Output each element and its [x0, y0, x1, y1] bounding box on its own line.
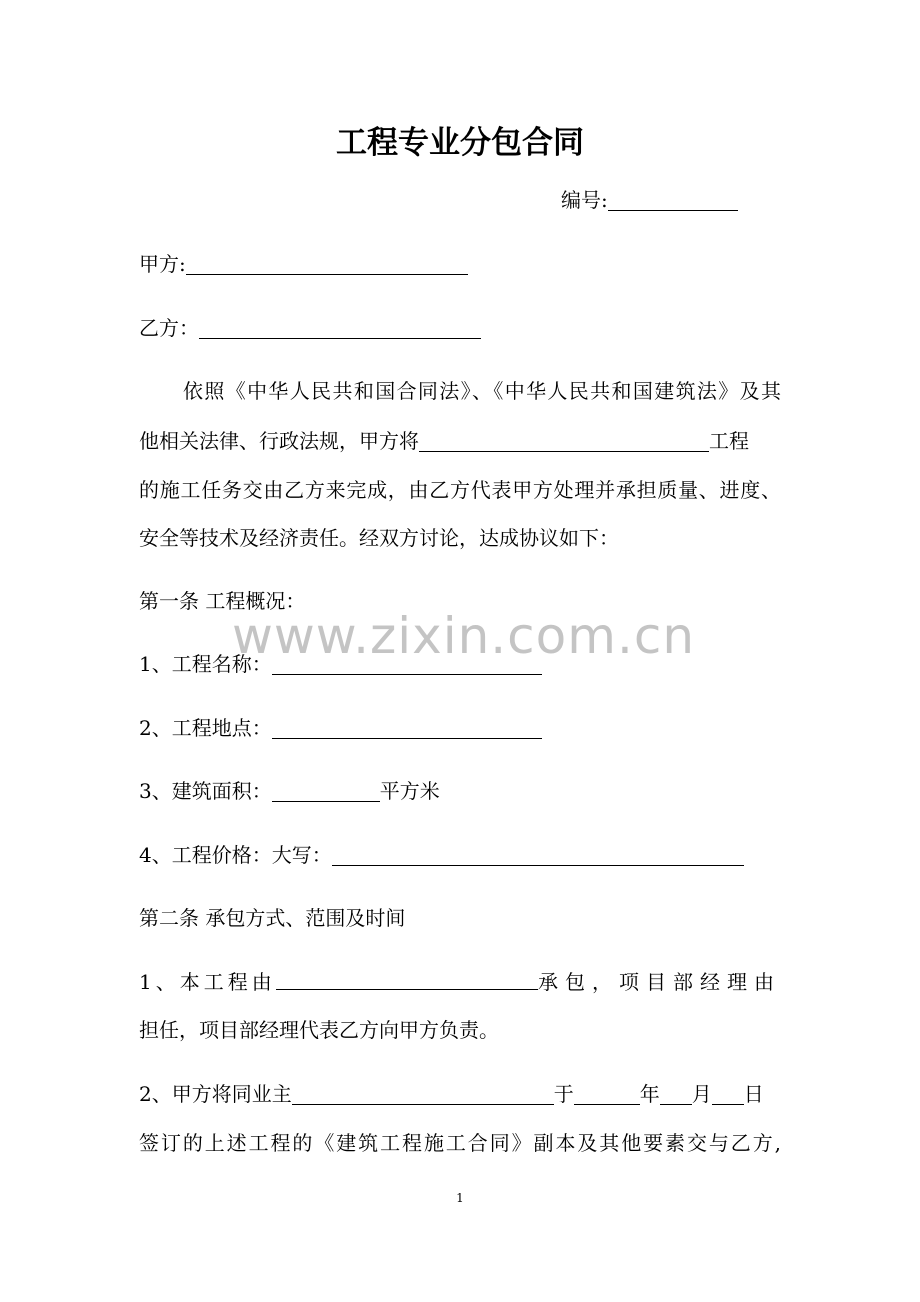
contract-number-row: [561, 187, 738, 213]
project-location-row: [139, 715, 542, 741]
contractor-row: [139, 969, 781, 995]
document-title: 工程专业分包合同: [336, 125, 584, 161]
day-label: 日: [743, 1082, 764, 1106]
contract-date-at: 于: [553, 1082, 574, 1106]
owner-blank[interactable]: [292, 1084, 554, 1105]
party-b-label: 乙方：: [139, 316, 199, 340]
year-blank[interactable]: [574, 1084, 640, 1105]
article-2-heading: 第二条 承包方式、范围及时间: [139, 906, 406, 930]
preamble-line-1: 依照《中华人民共和国合同法》、《中华人民共和国建筑法》及其: [183, 379, 781, 403]
day-blank[interactable]: [712, 1084, 744, 1105]
party-a-blank[interactable]: [186, 254, 468, 275]
year-label: 年: [639, 1082, 660, 1106]
building-area-row: [139, 778, 440, 804]
contractor-blank[interactable]: [276, 969, 538, 990]
preamble-line-2: [139, 428, 749, 454]
party-a-row: [139, 251, 468, 277]
building-area-field[interactable]: [272, 781, 380, 802]
preamble-line-3: 的施工任务交由乙方来完成，由乙方代表甲方处理并承担质量、进度、: [139, 478, 781, 502]
contract-number-blank[interactable]: [608, 190, 738, 211]
project-price-row: [139, 842, 744, 868]
month-label: 月: [691, 1082, 712, 1106]
month-blank[interactable]: [660, 1084, 692, 1105]
project-price-field[interactable]: [332, 845, 744, 866]
preamble-line-2-suffix: 工程: [709, 429, 749, 453]
project-price-label: 4、工程价格：大写：: [139, 843, 332, 867]
building-area-unit: 平方米: [379, 779, 440, 803]
preamble-line-2-text: 他相关法律、行政法规，甲方将: [139, 429, 419, 453]
contract-date-row: [139, 1081, 764, 1107]
party-b-blank[interactable]: [199, 318, 481, 339]
contract-date-label: 2、甲方将同业主: [139, 1082, 292, 1106]
contractor-line-2: 担任，项目部经理代表乙方向甲方负责。: [139, 1018, 499, 1042]
party-b-row: [139, 315, 481, 341]
watermark: www.zixin.com.cn: [232, 607, 696, 665]
project-location-field[interactable]: [272, 718, 542, 739]
contract-number-label: 编号:: [561, 188, 608, 212]
building-area-label: 3、建筑面积：: [139, 779, 272, 803]
preamble-line-4: 安全等技术及经济责任。经双方讨论，达成协议如下：: [139, 526, 619, 550]
page-number: 1: [456, 1191, 464, 1205]
party-a-label: 甲方:: [139, 252, 186, 276]
contract-date-line-2: 签订的上述工程的《建筑工程施工合同》副本及其他要素交与乙方,: [139, 1131, 781, 1155]
project-name-field[interactable]: [272, 654, 542, 675]
project-name-row: [139, 651, 542, 677]
project-name-label: 1、工程名称：: [139, 652, 272, 676]
project-location-label: 2、工程地点：: [139, 716, 272, 740]
contractor-label: 1、本工程由: [139, 970, 276, 994]
project-name-blank[interactable]: [419, 431, 709, 452]
contractor-label-suffix: 承包，项目部经理由: [538, 970, 781, 994]
article-1-heading: 第一条 工程概况：: [139, 589, 306, 613]
